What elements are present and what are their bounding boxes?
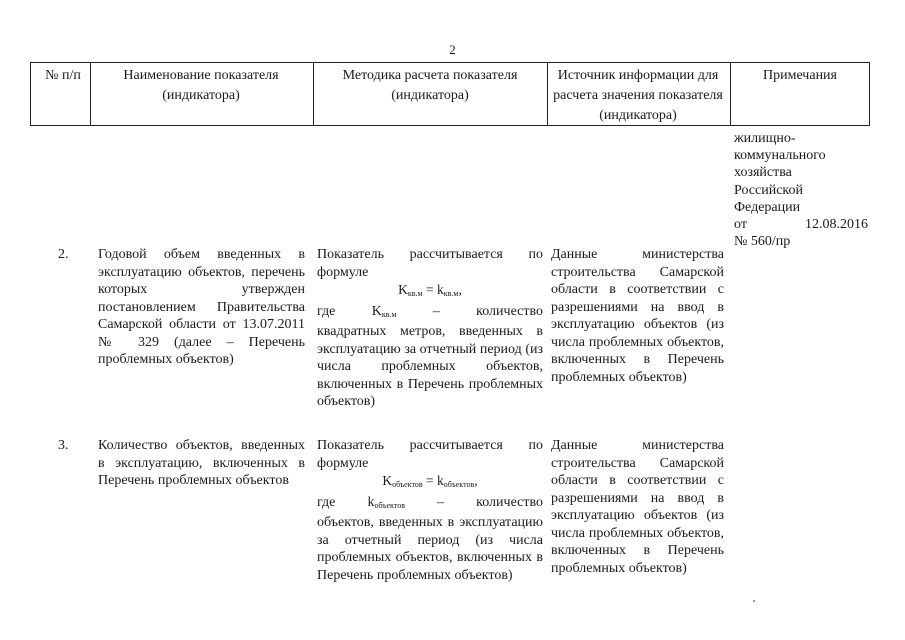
method-description: квадратных метров, введенных в эксплуатацию за отчетный период (из числа проблемных объектов, включенных в Перечень проблемных объектов) — [317, 324, 543, 409]
formula — [317, 472, 543, 494]
page-number: 2 — [449, 42, 456, 57]
notes-date-prefix: от — [734, 217, 747, 233]
header-indicator-name: Наименование показателя (индикатора) — [123, 68, 279, 103]
info-source: Данные министерства строительства Самарской области в соответствии с разрешениями на ввод в эксплуатацию объектов (из числа проблемных объектов, включенных в Перечень проблемных объектов) — [551, 438, 724, 576]
info-source: Данные министерства строительства Самарской области в соответствии с разрешениями на ввод в эксплуатацию объектов (из числа проблемных объектов, включенных в Перечень проблемных объектов) — [551, 247, 724, 385]
notes-line: № 560/пр — [734, 234, 791, 250]
row-number: 2. — [58, 247, 69, 262]
header-col-divider — [869, 62, 870, 126]
formula-symbol: K — [382, 473, 393, 488]
formula-subscript: кв.м — [407, 289, 423, 298]
scan-speck — [753, 600, 755, 602]
header-notes: Примечания — [762, 68, 837, 83]
notes-line: Федерации — [734, 199, 801, 215]
header-number: № п/п — [45, 68, 81, 83]
method-intro: Показатель рассчитывается по формуле — [317, 438, 543, 471]
notes-date: 12.08.2016 — [805, 217, 868, 233]
formula-where — [317, 494, 543, 515]
calc-method — [317, 246, 543, 411]
method-description: объектов, введенных в эксплуатацию за отчетный период (из числа проблемных объектов, включенных в Перечень проблемных объектов) — [317, 515, 543, 583]
notes-line — [734, 216, 868, 233]
formula-equals: = k — [422, 282, 444, 297]
where-word: где — [317, 494, 336, 510]
formula-subscript: кв.м — [443, 289, 459, 298]
formula-where — [317, 303, 543, 324]
where-symbol: $k_{объектов}$ — [367, 494, 405, 510]
header-col-divider — [730, 62, 731, 126]
where-rest: количество — [476, 494, 543, 510]
header-col-divider — [90, 62, 91, 126]
formula-subscript: объектов — [443, 480, 475, 489]
where-rest: количество — [476, 303, 543, 319]
notes-line: жилищно- — [734, 131, 796, 146]
header-col-divider — [547, 62, 548, 126]
indicator-name: Количество объектов, введенных в эксплуатацию, включенных в Перечень проблемных объектов — [98, 438, 305, 488]
where-dash: – — [437, 494, 445, 510]
header-col-divider — [313, 62, 314, 126]
formula-subscript: объектов — [392, 480, 423, 489]
formula — [317, 281, 543, 303]
method-intro: Показатель рассчитывается по формуле — [317, 247, 543, 280]
notes-continued — [734, 130, 868, 250]
header-col-divider — [30, 62, 31, 126]
formula-equals: = k — [422, 473, 444, 488]
where-dash: – — [432, 303, 440, 319]
header-info-source: Источник информации для расчета значения показателя (индикатора) — [553, 68, 723, 123]
formula-symbol: K — [398, 282, 408, 297]
formula-end: , — [458, 282, 462, 297]
formula-end: , — [474, 473, 478, 488]
header-top-border — [30, 62, 870, 63]
notes-line: коммунального — [734, 148, 826, 164]
header-calc-method: Методика расчета показателя (индикатора) — [342, 68, 518, 103]
notes-line: хозяйства — [734, 165, 792, 181]
header-bottom-border — [30, 125, 870, 126]
notes-line: Российской — [734, 182, 803, 198]
indicator-name: Годовой объем введенных в эксплуатацию объектов, перечень которых утвержден постановлением Правительства Самарской области от 13.07.2011 № 329 (далее – Перечень проблемных объектов) — [98, 247, 305, 367]
where-word: где — [317, 303, 336, 319]
where-symbol: $K_{кв.м}$ — [371, 303, 397, 319]
calc-method — [317, 437, 543, 584]
row-number: 3. — [58, 438, 69, 453]
